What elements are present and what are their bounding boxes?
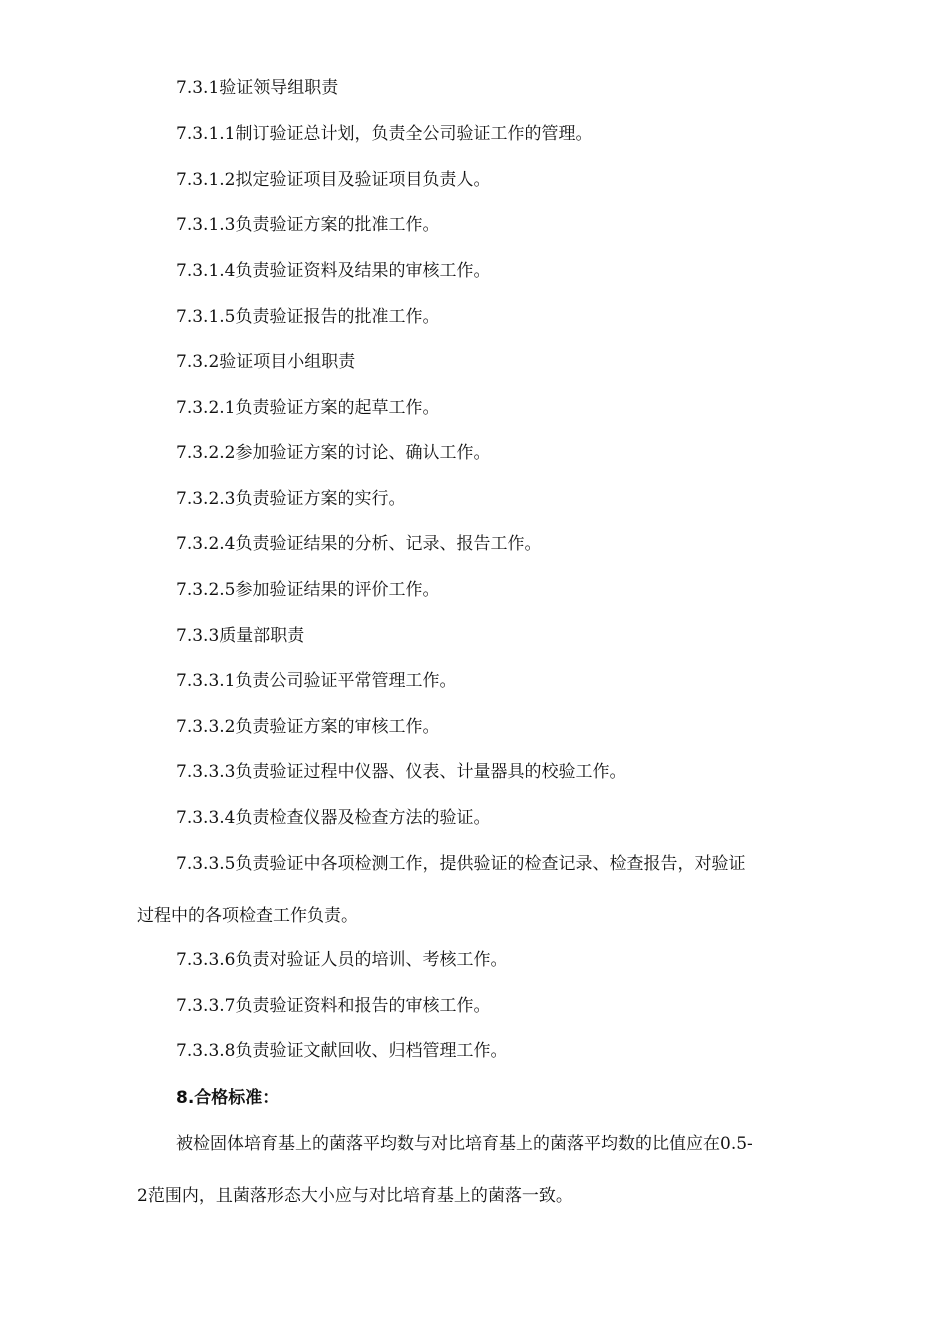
item-7-3-2-4: 7.3.2.4负责验证结果的分析、记录、报告工作。	[176, 534, 542, 554]
section-7-3-1-heading: 7.3.1验证领导组职责	[176, 78, 339, 98]
item-7-3-2-2: 7.3.2.2参加验证方案的讨论、确认工作。	[176, 443, 491, 463]
item-7-3-3-2: 7.3.3.2负责验证方案的审核工作。	[176, 717, 440, 737]
item-7-3-3-4: 7.3.3.4负责检查仪器及检查方法的验证。	[176, 808, 491, 828]
item-7-3-3-5-continuation: 过程中的各项检查工作负责。	[137, 906, 358, 926]
item-7-3-3-3: 7.3.3.3负责验证过程中仪器、仪表、计量器具的校验工作。	[176, 762, 627, 782]
item-7-3-2-3: 7.3.2.3负责验证方案的实行。	[176, 489, 406, 509]
section-7-3-2-heading: 7.3.2验证项目小组职责	[176, 352, 356, 372]
item-7-3-1-4: 7.3.1.4负责验证资料及结果的审核工作。	[176, 261, 491, 281]
acceptance-criteria-text: 被检固体培育基上的菌落平均数与对比培育基上的菌落平均数的比值应在0.5-	[176, 1134, 753, 1154]
item-7-3-1-5: 7.3.1.5负责验证报告的批准工作。	[176, 307, 440, 327]
item-7-3-3-8: 7.3.3.8负责验证文献回收、归档管理工作。	[176, 1041, 508, 1061]
acceptance-criteria-continuation: 2范围内，且菌落形态大小应与对比培育基上的菌落一致。	[137, 1186, 573, 1206]
item-7-3-3-6: 7.3.3.6负责对验证人员的培训、考核工作。	[176, 950, 508, 970]
item-7-3-2-1: 7.3.2.1负责验证方案的起草工作。	[176, 398, 440, 418]
section-7-3-3-heading: 7.3.3质量部职责	[176, 626, 305, 646]
item-7-3-3-7: 7.3.3.7负责验证资料和报告的审核工作。	[176, 996, 491, 1016]
item-7-3-1-2: 7.3.1.2拟定验证项目及验证项目负责人。	[176, 170, 491, 190]
item-7-3-1-3: 7.3.1.3负责验证方案的批准工作。	[176, 215, 440, 235]
item-7-3-3-5: 7.3.3.5负责验证中各项检测工作，提供验证的检查记录、检查报告，对验证	[176, 854, 746, 874]
item-7-3-2-5: 7.3.2.5参加验证结果的评价工作。	[176, 580, 440, 600]
item-7-3-1-1: 7.3.1.1制订验证总计划，负责全公司验证工作的管理。	[176, 124, 593, 144]
section-8-heading: 8.合格标准：	[176, 1088, 280, 1108]
item-7-3-3-1: 7.3.3.1负责公司验证平常管理工作。	[176, 671, 457, 691]
